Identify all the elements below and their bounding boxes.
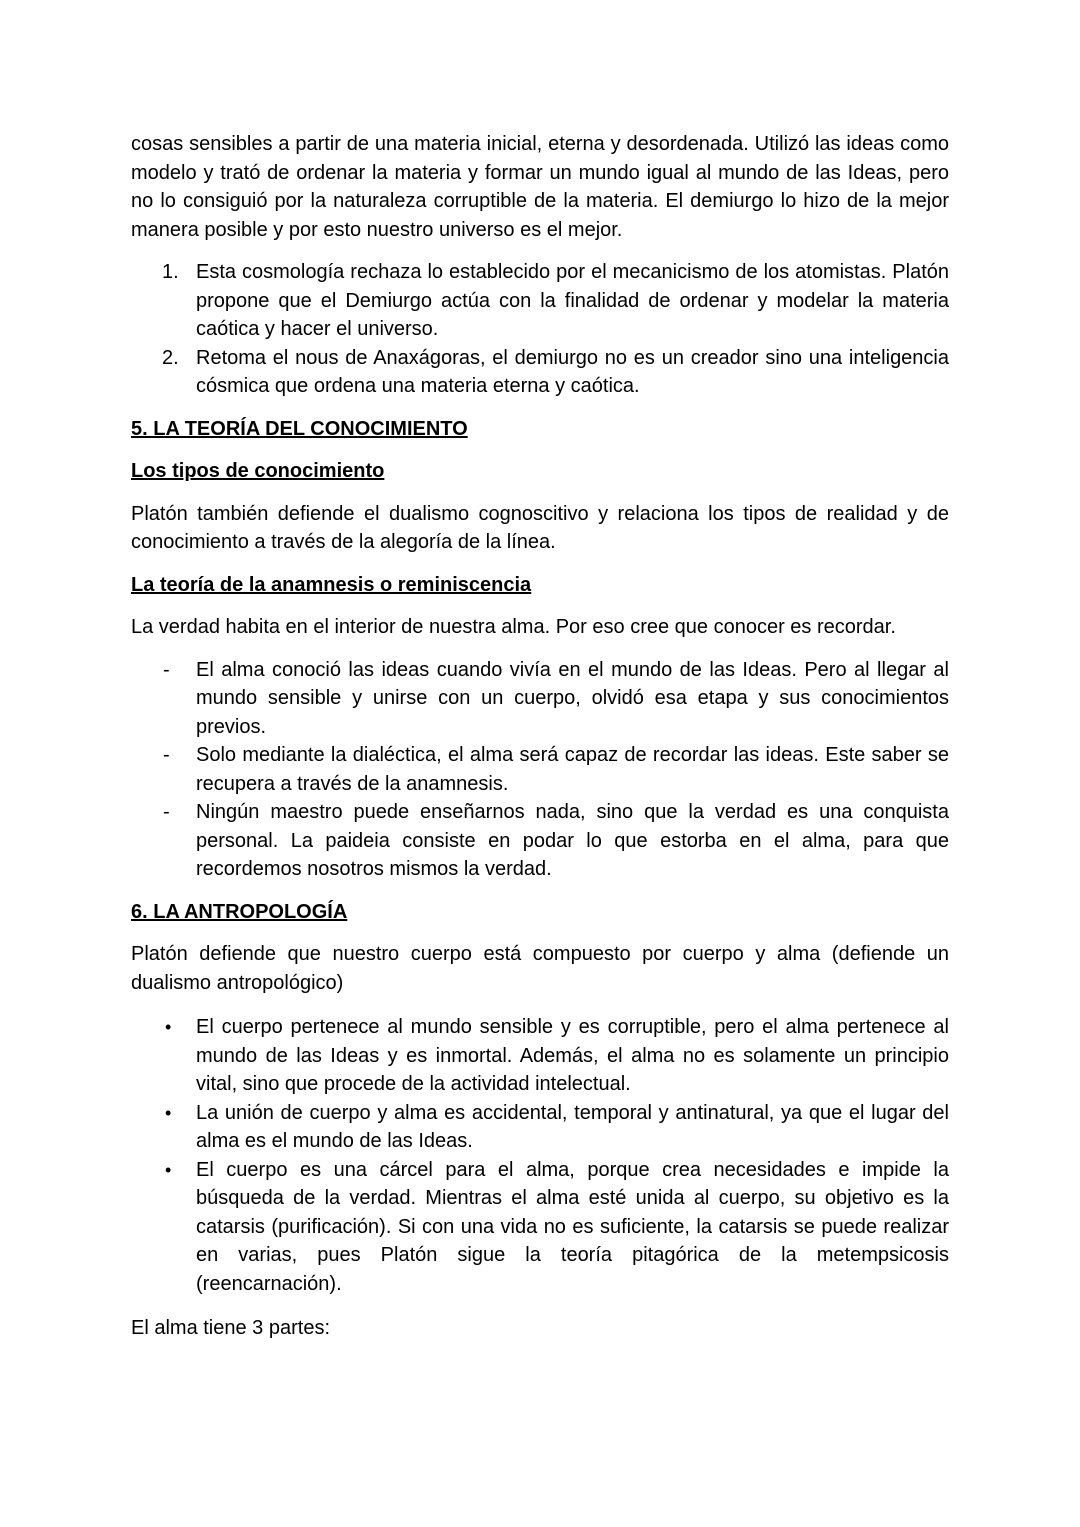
paragraph-anthropology: Platón defiende que nuestro cuerpo está compuesto por cuerpo y alma (defiende un dualismo antropológico) — [131, 943, 949, 994]
list-item — [131, 1156, 949, 1299]
section-heading-knowledge: 5. LA TEORÍA DEL CONOCIMIENTO — [131, 417, 468, 440]
paragraph-soul-parts: El alma tiene 3 partes: — [131, 1317, 330, 1339]
list-item-text: El alma conoció las ideas cuando vivía en el mundo de las Ideas. Pero al llegar al mundo sensible y unirse con un cuerpo, olvidó esa etapa y sus conocimientos previos. — [196, 658, 949, 738]
list-item-text: Esta cosmología rechaza lo establecido por el mecanicismo de los atomistas. Platón propone que el Demiurgo actúa con la finalidad de ordenar y modelar la materia caótica y hacer el universo. — [196, 261, 949, 340]
section-heading-anthropology: 6. LA ANTROPOLOGÍA — [131, 900, 348, 923]
list-item — [131, 1013, 949, 1099]
list-item-text: Ningún maestro puede enseñarnos nada, sino que la verdad es una conquista personal. La paideia consiste en podar lo que estorba en el alma, para que recordemos nosotros mismos la verdad. — [196, 801, 949, 880]
list-item — [131, 344, 949, 401]
paragraph-anamnesis: La verdad habita en el interior de nuestra alma. Por eso cree que conocer es recordar. — [131, 616, 896, 638]
list-marker: - — [163, 658, 170, 681]
list-item-text: Solo mediante la dialéctica, el alma será capaz de recordar las ideas. Este saber se recupera a través de la anamnesis. — [196, 744, 949, 795]
list-marker: - — [163, 744, 170, 766]
list-item — [131, 656, 949, 742]
list-item — [131, 741, 949, 798]
list-item — [131, 1099, 949, 1156]
list-marker: - — [163, 801, 170, 823]
anamnesis-list — [131, 656, 949, 884]
subheading-anamnesis: La teoría de la anamnesis o reminiscencia — [131, 573, 532, 596]
subheading-types-of-knowledge: Los tipos de conocimiento — [131, 460, 385, 482]
cosmology-list — [131, 258, 949, 401]
list-item — [131, 258, 949, 344]
list-marker: • — [165, 1017, 172, 1037]
list-marker: 2. — [162, 346, 179, 369]
anthropology-list — [131, 1013, 949, 1298]
list-item-text: La unión de cuerpo y alma es accidental, temporal y antinatural, ya que el lugar del alma es el mundo de las Ideas. — [196, 1101, 949, 1152]
list-item-text: Retoma el nous de Anaxágoras, el demiurgo no es un creador sino una inteligencia cósmica que ordena una materia eterna y caótica. — [196, 346, 949, 397]
list-item — [131, 798, 949, 884]
intro-paragraph: cosas sensibles a partir de una materia inicial, eterna y desordenada. Utilizó las ideas como modelo y trató de ordenar la materia y formar un mundo igual al mundo de las Ideas, pero no lo consiguió por la naturaleza corruptible de la materia. El demiurgo lo hizo de la mejor manera posible y por esto nuestro universo es el mejor. — [131, 133, 949, 241]
paragraph-types-of-knowledge: Platón también defiende el dualismo cognoscitivo y relaciona los tipos de realidad y de conocimiento a través de la alegoría de la línea. — [131, 502, 949, 553]
list-item-text: El cuerpo es una cárcel para el alma, porque crea necesidades e impide la búsqueda de la verdad. Mientras el alma esté unida al cuerpo, su objetivo es la catarsis (purificación). Si con una vida no es suficiente, la catarsis se puede realizar en varias, pues Platón sigue la teoría pitagórica de la metempsicosis (reencarnación). — [196, 1158, 949, 1295]
list-item-text: El cuerpo pertenece al mundo sensible y es corruptible, pero el alma pertenece al mundo de las Ideas y es inmortal. Además, el alma no es solamente un principio vital, sino que procede de la actividad intelectual. — [196, 1016, 949, 1095]
list-marker: 1. — [162, 261, 179, 283]
list-marker: • — [165, 1159, 172, 1180]
list-marker: • — [165, 1102, 172, 1123]
